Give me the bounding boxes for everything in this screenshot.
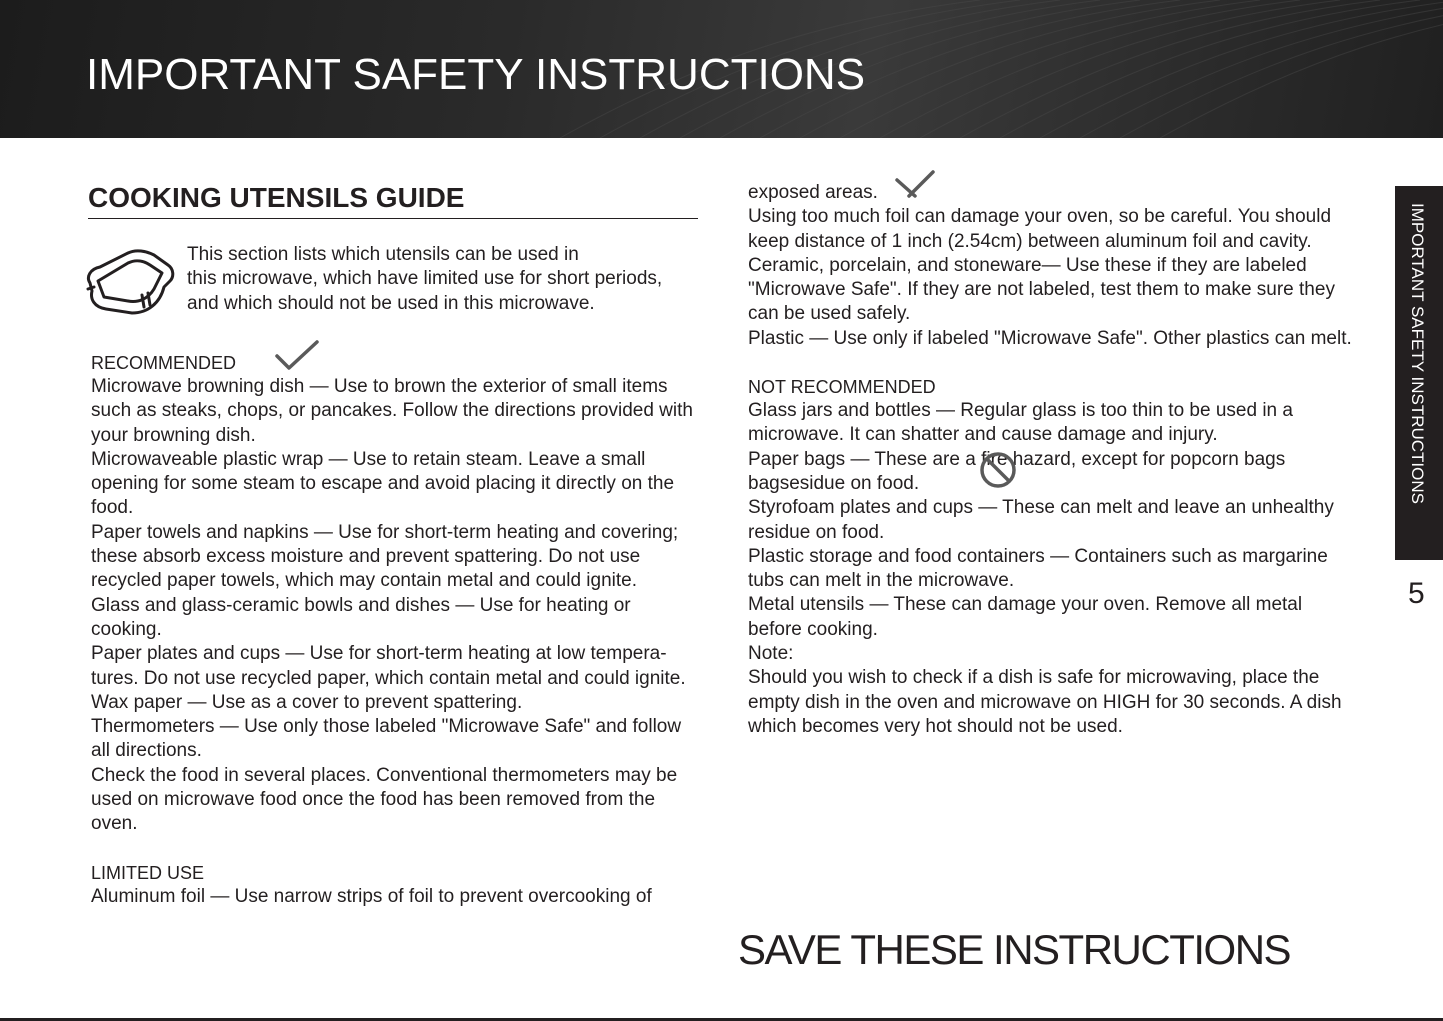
intro-line: this microwave, which have limited use for short periods, xyxy=(187,268,663,290)
list-line: "Microwave Safe". If they are not labeled, test them to make sure they xyxy=(748,279,1335,301)
list-line: Microwaveable plastic wrap — Use to retain steam. Leave a small xyxy=(91,448,646,470)
list-line: empty dish in the oven and microwave on HIGH for 30 seconds. A dish xyxy=(748,691,1342,713)
list-line: Ceramic, porcelain, and stoneware— Use these if they are labeled xyxy=(748,254,1307,276)
note-label: Note: xyxy=(748,643,794,665)
left-column xyxy=(88,180,700,323)
page-title: IMPORTANT SAFETY INSTRUCTIONS xyxy=(86,50,866,99)
list-line: keep distance of 1 inch (2.54cm) between aluminum foil and cavity. xyxy=(748,230,1312,252)
list-line: Aluminum foil — Use narrow strips of foil to prevent overcooking of xyxy=(91,885,652,907)
list-line: such as steaks, chops, or pancakes. Follow the directions provided with xyxy=(91,400,693,422)
list-line: recycled paper towels, which may contain metal and could ignite. xyxy=(91,570,638,592)
list-line: tubs can melt in the microwave. xyxy=(748,570,1015,592)
list-line: Metal utensils — These can damage your oven. Remove all metal xyxy=(748,594,1303,616)
list-line: can be used safely. xyxy=(748,303,911,325)
spacer xyxy=(91,837,703,861)
list-line: Wax paper — Use as a cover to prevent spattering. xyxy=(91,691,523,713)
list-line: Using too much foil can damage your oven, so be careful. You should xyxy=(748,206,1332,228)
list-line: Check the food in several places. Conventional thermometers may be xyxy=(91,764,678,786)
side-tab-label: IMPORTANT SAFETY INSTRUCTIONS xyxy=(1408,203,1427,504)
list-line: which becomes very hot should not be used. xyxy=(748,715,1123,737)
page-number: 5 xyxy=(1408,577,1425,610)
spacer xyxy=(748,351,1358,375)
list-line: Plastic storage and food containers — Containers such as margarine xyxy=(748,545,1328,567)
list-line: all directions. xyxy=(91,740,202,762)
intro-line: and which should not be used in this microwave. xyxy=(187,292,595,314)
save-instructions-title: SAVE THESE INSTRUCTIONS xyxy=(738,926,1291,973)
right-column xyxy=(748,181,1358,739)
recommended-list xyxy=(91,375,703,837)
left-list xyxy=(91,351,703,909)
list-line: these absorb excess moisture and prevent spattering. Do not use xyxy=(91,546,641,568)
list-line: Should you wish to check if a dish is safe for microwaving, place the xyxy=(748,667,1320,689)
list-line: Glass and glass-ceramic bowls and dishes — Use for heating or xyxy=(91,594,631,616)
list-line: Plastic — Use only if labeled "Microwave Safe". Other plastics can melt. xyxy=(748,327,1352,349)
list-line: Styrofoam plates and cups — These can melt and leave an unhealthy xyxy=(748,497,1334,519)
list-line: food. xyxy=(91,497,134,519)
prohibited-icon xyxy=(978,450,1018,490)
list-line: Paper towels and napkins — Use for short-term heating and covering; xyxy=(91,521,679,543)
list-line: Microwave browning dish — Use to brown the exterior of small items xyxy=(91,376,668,397)
limited-use-continued xyxy=(748,181,1358,351)
intro-line: This section lists which utensils can be used in xyxy=(187,244,579,265)
list-line: bagsesidue on food. xyxy=(748,472,920,494)
list-line: oven. xyxy=(91,813,138,835)
not-recommended-heading: NOT RECOMMENDED xyxy=(748,377,936,398)
list-line: Glass jars and bottles — Regular glass is too thin to be used in a xyxy=(748,400,1293,422)
list-line: used on microwave food once the food has been removed from the xyxy=(91,789,656,811)
list-line: opening for some steam to escape and avoid placing it directly on the xyxy=(91,473,675,495)
list-line: cooking. xyxy=(91,618,162,640)
limited-use-heading: LIMITED USE xyxy=(91,862,205,883)
page-header xyxy=(0,0,1443,138)
list-line: microwave. It can shatter and cause damage and injury. xyxy=(748,424,1218,446)
list-line: before cooking. xyxy=(748,618,878,640)
list-line: your browning dish. xyxy=(91,424,256,446)
list-line: Paper bags — These are a fire hazard, except for popcorn bags xyxy=(748,448,1286,470)
intro-block xyxy=(88,243,700,323)
recommended-heading: RECOMMENDED xyxy=(91,353,237,373)
list-line: tures. Do not use recycled paper, which contain metal and could ignite. xyxy=(91,667,686,689)
dish-icon xyxy=(84,247,176,317)
list-line: Thermometers — Use only those labeled "Microwave Safe" and follow xyxy=(91,716,682,738)
not-recommended-list xyxy=(748,399,1358,739)
list-line: Paper plates and cups — Use for short-term heating at low tempera- xyxy=(91,643,667,665)
section-title: COOKING UTENSILS GUIDE xyxy=(88,180,698,219)
list-line: exposed areas. xyxy=(748,182,878,203)
intro-text xyxy=(187,243,707,316)
list-line: residue on food. xyxy=(748,521,885,543)
